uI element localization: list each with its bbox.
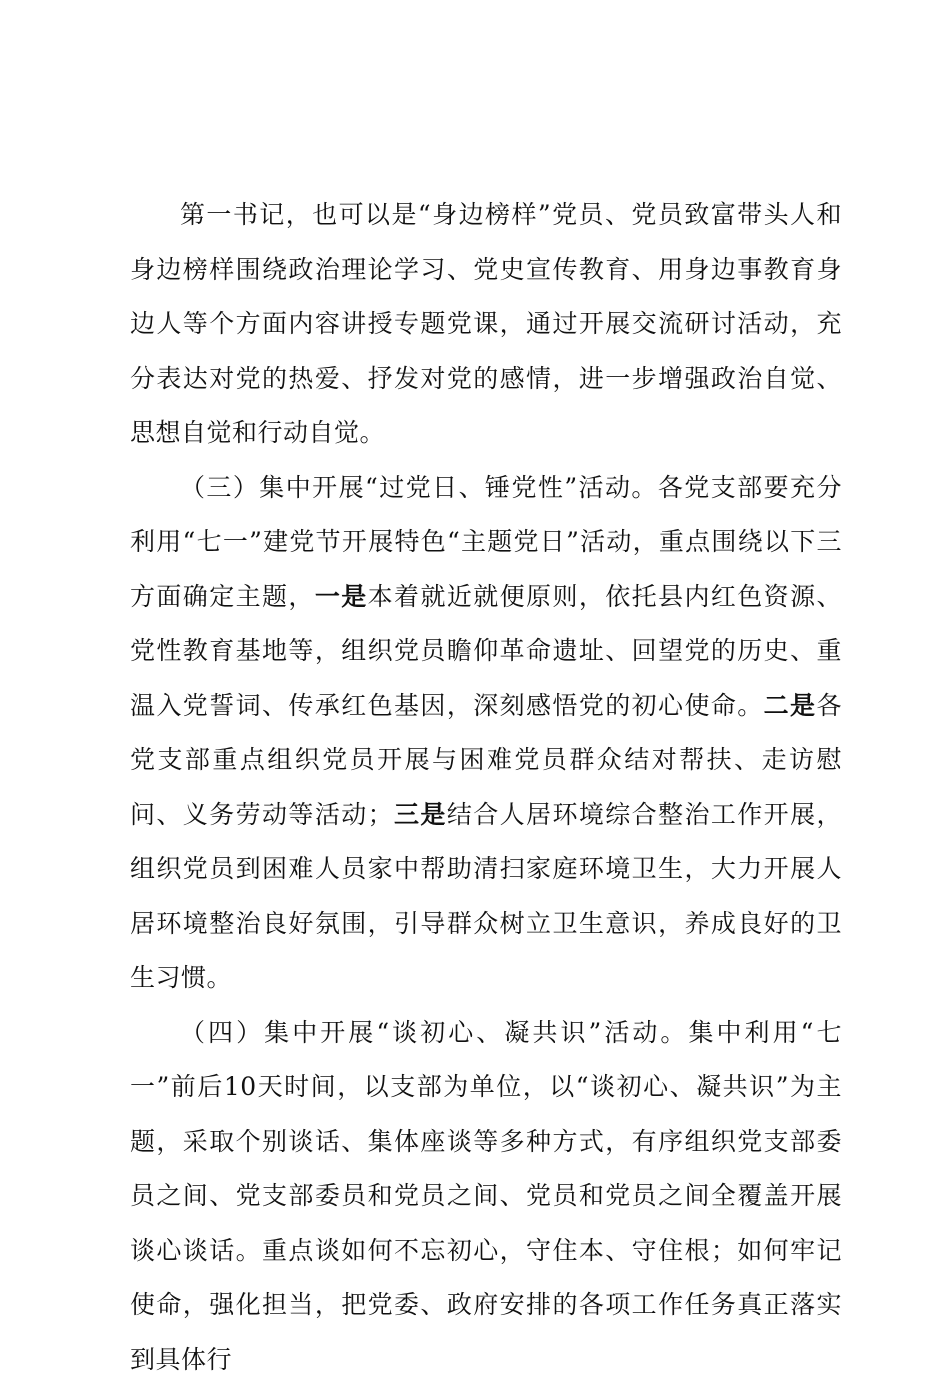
paragraph-2-text-a: （三）集中开展“过党日、锤党性”活动。各党支部要充分利用“七一”建党节开展特色“主题党日”活动，重点围绕以下三方面确定主题，: [130, 473, 842, 611]
paragraph-2: [130, 461, 842, 1006]
paragraph-2-text-d: 结合人居环境综合整治工作开展，组织党员到困难人员家中帮助清扫家庭环境卫生，大力开展人居环境整治良好氛围，引导群众树立卫生意识，养成良好的卫生习惯。: [130, 800, 842, 993]
paragraph-1-text: 第一书记，也可以是“身边榜样”党员、党员致富带头人和身边榜样围绕政治理论学习、党史宣传教育、用身边事教育身边人等个方面内容讲授专题党课，通过开展交流研讨活动，充分表达对党的热爱、抒发对党的感情，进一步增强政治自觉、思想自觉和行动自觉。: [130, 200, 842, 447]
paragraph-2-emphasis-second: 二是: [764, 691, 817, 720]
paragraph-3: [130, 1006, 842, 1387]
paragraph-1: [130, 188, 842, 461]
paragraph-2-emphasis-first: 一是: [315, 582, 368, 611]
paragraph-2-text-c: 各党支部重点组织党员开展与困难党员群众结对帮扶、走访慰问、义务劳动等活动；: [130, 691, 842, 829]
paragraph-2-emphasis-third: 三是: [393, 800, 447, 829]
paragraph-3-text: （四）集中开展“谈初心、凝共识”活动。集中利用“七一”前后10天时间，以支部为单位，以“谈初心、凝共识”为主题，采取个别谈话、集体座谈等多种方式，有序组织党支部委员之间、党支部委员和党员之间、党员和党员之间全覆盖开展谈心谈话。重点谈如何不忘初心，守住本、守住根；如何牢记使命，强化担当，把党委、政府安排的各项工作任务真正落实到具体行: [130, 1018, 842, 1374]
paragraph-2-text-b: 本着就近就便原则，依托县内红色资源、党性教育基地等，组织党员瞻仰革命遗址、回望党的历史、重温入党誓词、传承红色基因，深刻感悟党的初心使命。: [130, 582, 842, 720]
document-body: [130, 188, 842, 1387]
